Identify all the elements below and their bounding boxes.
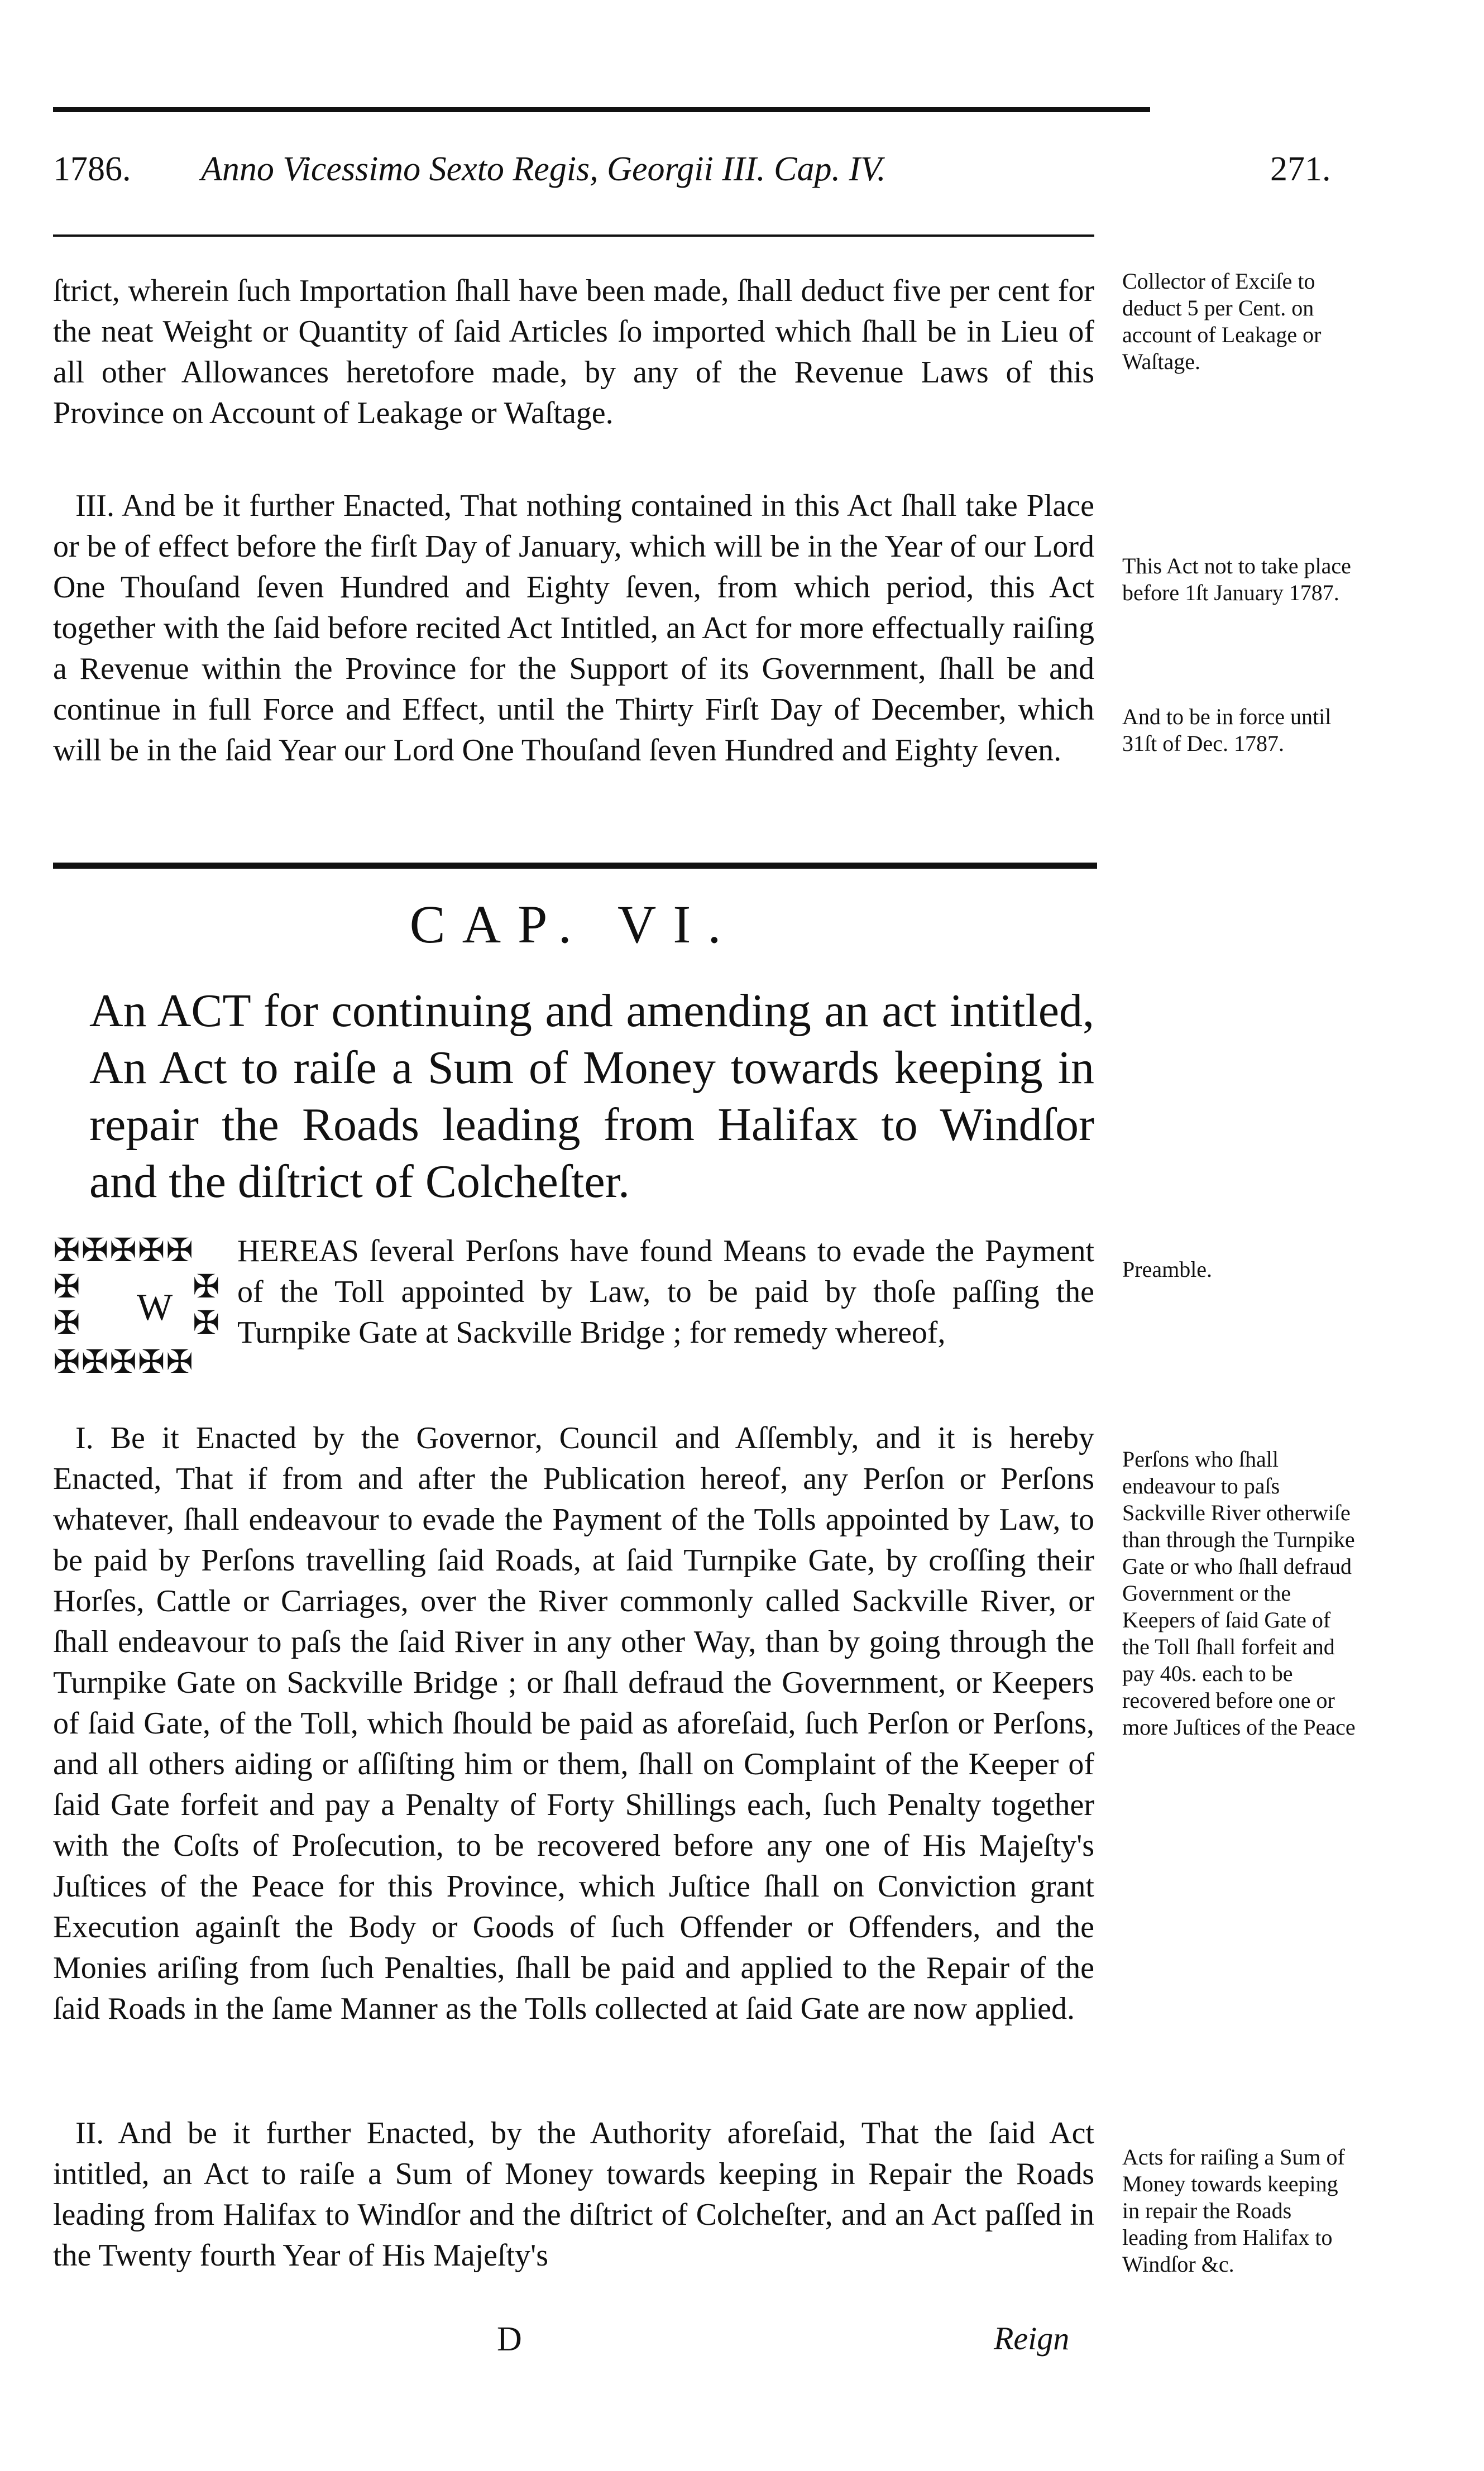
header-title: Anno Vicessimo Sexto Regis, Georgii III. Cap. IV. (201, 150, 886, 188)
page-number: 271. (1270, 150, 1331, 188)
header-year: 1786. (53, 150, 131, 188)
ornament-icon: ✠✠✠✠✠ (53, 1343, 194, 1381)
ornament-icon: ✠ (53, 1304, 82, 1342)
ornament-icon: ✠ (53, 1267, 82, 1305)
act-title: An ACT for continuing and amending an act intitled, An Act to raiſe a Sum of Money towards keeping in repair the Roads leading from Halifax to Windſor and the diſtrict of Colcheſter. (89, 985, 1094, 1208)
top-rule (53, 107, 1150, 112)
ornament-icon: ✠✠✠✠✠ (53, 1231, 194, 1269)
side-note-exciso: Collector of Exciſe to deduct 5 per Cent. on account of Leakage or Waſtage. (1122, 269, 1322, 374)
preamble-text: HEREAS ſeveral Perſons have found Means to evade the Payment of the Toll appointed by Law, to be paid by thoſe paſſing the Turnpike Gate at Sackville Bridge ; for remedy whereof, (237, 1234, 1094, 1350)
signature-mark: D (497, 2320, 522, 2358)
paragraph-section-1: I. Be it Enacted by the Governor, Council and Aſſembly, and it is hereby Enacted, That if from and after the Publication hereof, any Perſon or Perſons whatever, ſhall endeavour to evade the Payment of the Tolls appointed by Law, to be paid by Perſons travelling ſaid Roads, at ſaid Turnpike Gate, by croſſing their Horſes, Cattle or Carriages, over the River commonly called Sackville River, or ſhall endeavour to paſs the ſaid River in any other Way, than by going through the Turnpike Gate on Sackville Bridge ; or ſhall defraud the Government, or Keepers of ſaid Gate, of the Toll, which ſhould be paid as aforeſaid, ſuch Perſon or Perſons, and all others aiding or aſſiſting him or them, ſhall on Complaint of the Keeper of ſaid Gate forfeit and pay a Penalty of Forty Shillings each, ſuch Penalty together with the Coſts of Proſecution, to be recovered before any one of His Majeſty's Juſtices of the Peace for this Province, which Juſtice ſhall on Conviction grant Execution againſt the Body or Goods of ſuch Offender or Offenders, and the Monies ariſing from ſuch Penalties, ſhall be paid and applied to the Repair of the ſaid Roads in the ſame Manner as the Tolls collected at ſaid Gate are now applied. (53, 1421, 1094, 2026)
running-header (53, 150, 1426, 200)
side-note-preamble: Preamble. (1122, 1257, 1213, 1282)
section-divider-rule (53, 863, 1097, 869)
side-note-acts: Acts for raiſing a Sum of Money towards keeping in repair the Roads leading from Halifax to Windſor &c. (1122, 2144, 1345, 2277)
ornament-icon: ✠ (193, 1304, 221, 1342)
header-rule (53, 234, 1094, 237)
initial-letter: W (137, 1286, 173, 1328)
chapter-heading: CAP. VI. (409, 894, 738, 954)
side-note-penalty: Perſons who ſhall endeavour to paſs Sackville River otherwiſe than through the Turnpike Gate or who ſhall defraud Government or the Keepers of ſaid Gate of the Toll ſhall forfeit and pay 40s. each to be recovered before one or more Juſtices of the Peace (1122, 1447, 1356, 1740)
side-note-in-force: And to be in force until 31ſt of Dec. 1787. (1122, 704, 1332, 756)
paragraph-section-2: II. And be it further Enacted, by the Authority aforeſaid, That the ſaid Act intitled, an Act to raiſe a Sum of Money towards keeping in Repair the Roads leading from Halifax to Windſor and the diſtrict of Colcheſter, and an Act paſſed in the Twenty fourth Year of His Majeſty's (53, 2116, 1094, 2273)
ornament-icon: ✠ (193, 1267, 221, 1305)
catchword: Reign (994, 2320, 1070, 2357)
paragraph-section-3: III. And be it further Enacted, That nothing contained in this Act ſhall take Place or be of effect before the firſt Day of January, which will be in the Year of our Lord One Thouſand ſeven Hundred and Eighty ſeven, from which period, this Act together with the ſaid before recited Act Intitled, an Act for more effectually raiſing a Revenue within the Province for the Support of its Government, ſhall be and continue in full Force and Effect, until the Thirty Firſt Day of December, which will be in the ſaid Year our Lord One Thouſand ſeven Hundred and Eighty ſeven. (53, 489, 1094, 768)
side-note-effective-date: This Act not to take place before 1ſt January 1787. (1122, 553, 1351, 605)
preamble-block (53, 1231, 1094, 1396)
ornamental-initial (53, 1231, 232, 1396)
paragraph-continuation: ſtrict, wherein ſuch Importation ſhall have been made, ſhall deduct five per cent for the neat Weight or Quantity of ſaid Articles ſo imported which ſhall be in Lieu of all other Allowances heretofore made, by any of the Revenue Laws of this Province on Account of Leakage or Waſtage. (53, 274, 1094, 430)
